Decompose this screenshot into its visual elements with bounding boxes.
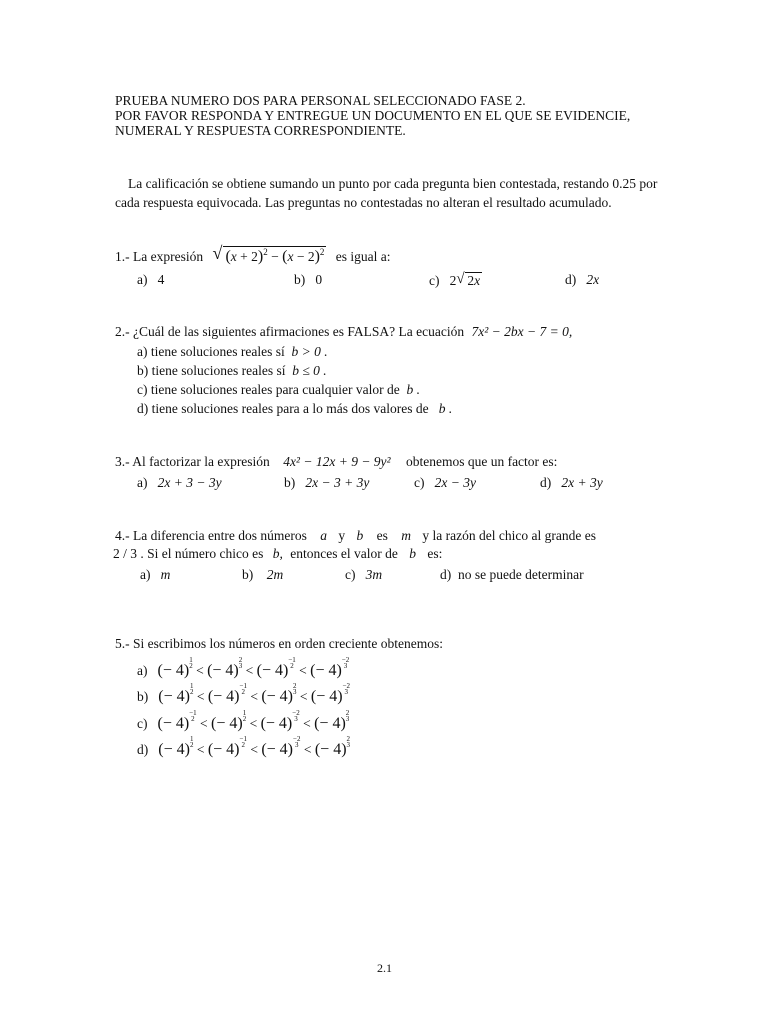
- less-than-sign: <: [295, 663, 311, 678]
- q5-option-d[interactable]: [137, 736, 350, 760]
- q1-option-b[interactable]: b) 0: [294, 272, 323, 287]
- q1-option-c[interactable]: c) 2 √ 2x: [429, 271, 481, 288]
- q5-term: (− 4) −2 3: [310, 656, 350, 679]
- question-3: [115, 454, 557, 471]
- less-than-sign: <: [192, 663, 208, 678]
- q1-value-c: 2: [449, 273, 457, 288]
- q4-option-b[interactable]: b) 2m: [242, 567, 284, 582]
- less-than-sign: <: [196, 716, 212, 731]
- q2-option-b[interactable]: b) tiene soluciones reales sí b ≤ 0 .: [137, 363, 327, 378]
- q5-term: (− 4) 1 2: [158, 735, 194, 758]
- header-line-1: PRUEBA NUMERO DOS PARA PERSONAL SELECCIONADO FASE 2.: [115, 93, 526, 108]
- less-than-sign: <: [246, 742, 262, 757]
- q2-stem: 2.- ¿Cuál de las siguientes afirmaciones es FALSA? La ecuación: [115, 324, 465, 339]
- q5-option-b[interactable]: [137, 683, 350, 707]
- less-than-sign: <: [193, 689, 208, 704]
- less-than-sign: <: [242, 663, 257, 678]
- question-5: [115, 636, 443, 653]
- less-than-sign: <: [299, 716, 315, 731]
- question-2: [115, 324, 572, 341]
- q1-value-a: 4: [157, 272, 165, 287]
- less-than-sign: <: [246, 689, 262, 704]
- q3-option-a[interactable]: a) 2x + 3 − 3y: [137, 475, 222, 490]
- q5-option-a[interactable]: [137, 657, 349, 681]
- q5-term: (− 4) −2 3: [260, 709, 300, 732]
- q1-expression: √ $(x + 2)^2 - (x - 2)^2$: [212, 243, 325, 265]
- q5-term: (− 4) −1 2: [207, 682, 247, 705]
- q5-term: (− 4) 2 3: [207, 656, 243, 679]
- q3-expression: 4x² − 12x + 9 − 9y²: [283, 454, 391, 469]
- less-than-sign: <: [246, 716, 261, 731]
- intro-text: La calificación se obtiene sumando un punto por cada pregunta bien contestada, restando 0.25 por cada respuesta equivocada. Las preguntas no contestadas no alteran el resultado acumulado.: [115, 176, 658, 210]
- q5-option-c[interactable]: [137, 710, 349, 734]
- question-4-line-2: 2 / 3 . Si el número chico es b, entonces el valor de b es:: [113, 546, 443, 561]
- less-than-sign: <: [300, 742, 315, 757]
- q5-term: (− 4) −1 2: [207, 735, 247, 758]
- less-than-sign: <: [296, 689, 311, 704]
- q4-option-d[interactable]: d) no se puede determinar: [440, 567, 584, 582]
- q2-option-a[interactable]: a) tiene soluciones reales sí b > 0 .: [137, 344, 328, 359]
- q1-value-d: 2x: [586, 272, 600, 287]
- q5-stem: 5.- Si escribimos los números en orden creciente obtenemos:: [115, 636, 444, 651]
- q5-option-label: d): [137, 742, 149, 757]
- q3-stem: 3.- Al factorizar la expresión: [115, 454, 270, 469]
- q1-value-b: 0: [315, 272, 323, 287]
- q5-term: (− 4) −2 3: [310, 682, 351, 705]
- page-number: 2.1: [377, 961, 392, 975]
- q5-term: (− 4) 2 3: [314, 709, 350, 732]
- q5-option-label: b): [137, 689, 149, 704]
- q1-option-d[interactable]: d) 2x: [565, 272, 600, 287]
- q5-option-label: c): [137, 716, 148, 731]
- q4-option-c[interactable]: c) 3m: [345, 567, 383, 582]
- header-line-3: NUMERAL Y RESPUESTA CORRESPONDIENTE.: [115, 123, 406, 138]
- question-4-line-1: 4.- La diferencia entre dos números a y b es m y la razón del chico al grande es: [115, 528, 596, 543]
- q5-term: (− 4) 1 2: [158, 682, 194, 705]
- q3-option-d[interactable]: d) 2x + 3y: [540, 475, 603, 490]
- q5-term: (− 4) 1 2: [211, 709, 247, 732]
- q2-equation: 7x² − 2bx − 7 = 0,: [471, 324, 573, 339]
- q5-term: (− 4) 1 2: [157, 656, 193, 679]
- q2-option-c[interactable]: c) tiene soluciones reales para cualquier valor de b .: [137, 382, 420, 397]
- header-line-2: POR FAVOR RESPONDA Y ENTREGUE UN DOCUMENTO EN EL QUE SE EVIDENCIE,: [115, 108, 631, 123]
- q5-term: (− 4) 2 3: [261, 682, 297, 705]
- q5-term: (− 4) −1 2: [157, 709, 197, 732]
- q3-option-b[interactable]: b) 2x − 3 + 3y: [284, 475, 370, 490]
- q5-term: (− 4) 2 3: [314, 735, 351, 758]
- q1-prefix: 1.- La expresión: [115, 249, 204, 264]
- q5-term: (− 4) −1 2: [256, 656, 296, 679]
- q5-option-label: a): [137, 663, 148, 678]
- less-than-sign: <: [193, 742, 208, 757]
- q4-option-a[interactable]: a) m: [140, 567, 171, 582]
- q5-term: (− 4) −2 3: [261, 735, 301, 758]
- q1-suffix: es igual a:: [335, 249, 391, 264]
- question-1: [115, 243, 391, 267]
- header: [115, 93, 630, 138]
- q2-option-d[interactable]: d) tiene soluciones reales para a lo más dos valores de b .: [137, 401, 453, 416]
- q1-option-a[interactable]: a) 4: [137, 272, 165, 287]
- intro-paragraph: [115, 174, 660, 212]
- q3-option-c[interactable]: c) 2x − 3y: [414, 475, 476, 490]
- q3-suffix: obtenemos que un factor es:: [405, 454, 558, 469]
